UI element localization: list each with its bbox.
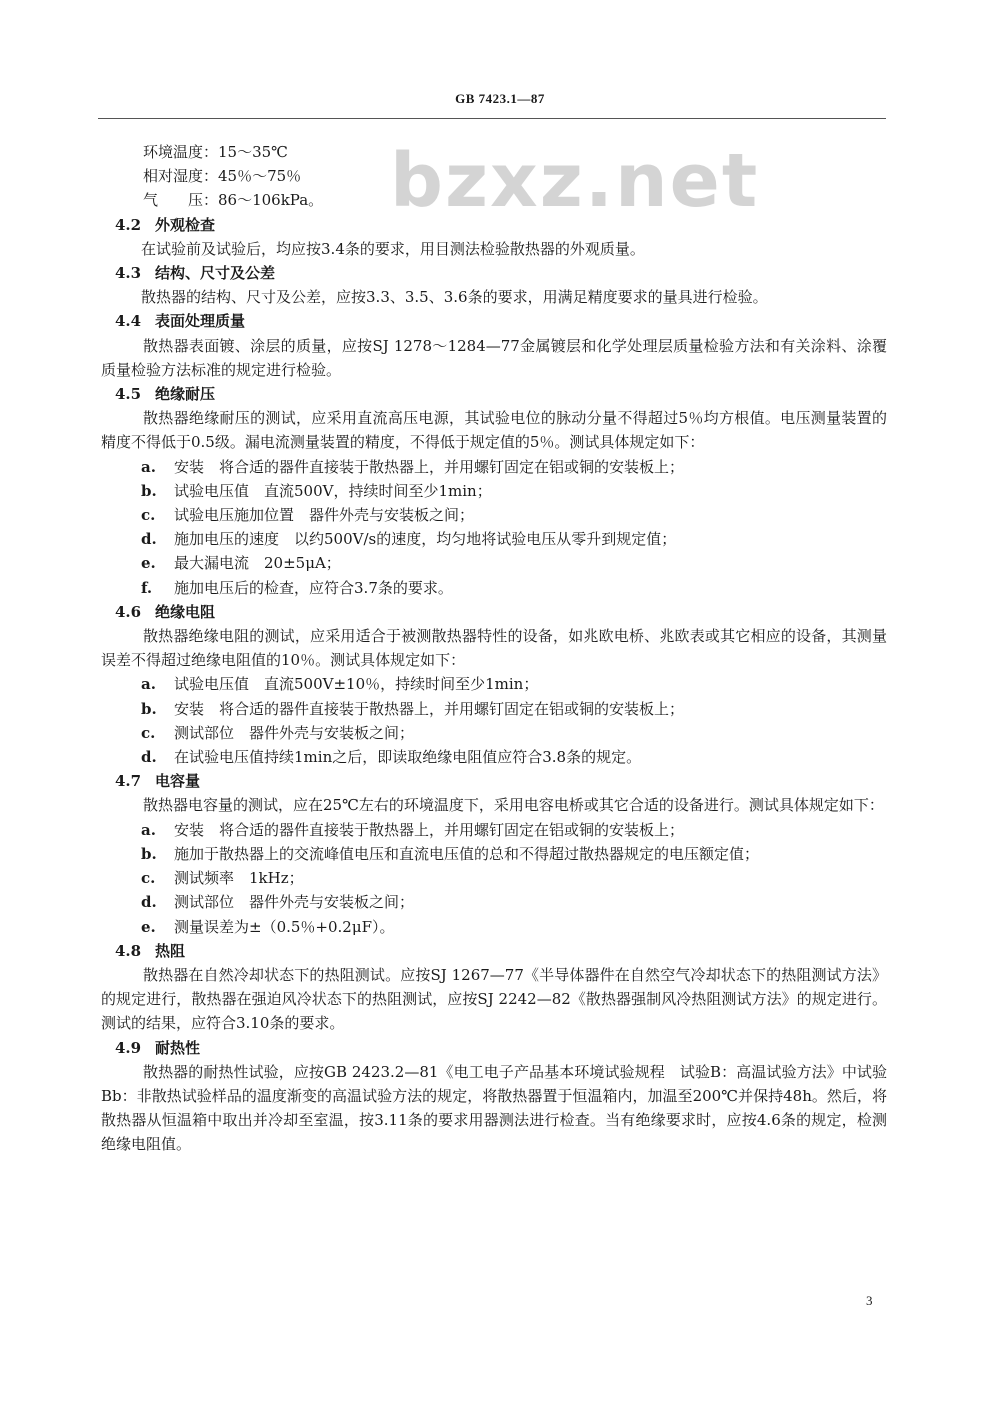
list-text: 施加电压的速度 以约500V/s的速度，均匀地将试验电压从零升到规定值； xyxy=(174,530,677,549)
list-label: a. xyxy=(141,820,156,839)
list-label: b. xyxy=(141,699,157,718)
list-item xyxy=(101,576,887,600)
list-item xyxy=(101,915,887,939)
list-label: b. xyxy=(141,844,157,863)
section-number: 4.2 xyxy=(115,215,142,234)
list-item xyxy=(101,890,887,914)
list-text: 安装 将合适的器件直接装于散热器上，并用螺钉固定在铝或铜的安装板上； xyxy=(174,820,685,839)
section-number: 4.3 xyxy=(115,264,142,283)
list-text: 试验电压值 直流500V，持续时间至少1min； xyxy=(174,481,492,500)
section-text: 散热器的结构、尺寸及公差，应按3.3、3.5、3.6条的要求，用满足精度要求的量具进行检验。 xyxy=(141,288,768,307)
list-item xyxy=(101,455,887,479)
list-label: f. xyxy=(141,578,153,597)
list-label: c. xyxy=(141,869,156,888)
list-text: 试验电压值 直流500V±10％，持续时间至少1min； xyxy=(174,675,539,694)
list-label: a. xyxy=(141,457,156,476)
env-humidity: 相对湿度：45％～75％ xyxy=(143,167,302,186)
section-text: 散热器绝缘电阻的测试，应采用适合于被测散热器特性的设备，如兆欧电桥、兆欧表或其它相应的设备，其测量误差不得超过绝缘电阻值的10％。测试具体规定如下： xyxy=(101,627,887,670)
list-label: a. xyxy=(141,675,156,694)
list-text: 安装 将合适的器件直接装于散热器上，并用螺钉固定在铝或铜的安装板上； xyxy=(174,699,685,718)
section-title: 耐热性 xyxy=(155,1038,201,1057)
section-number: 4.9 xyxy=(115,1038,142,1057)
list-text: 测试部位 器件外壳与安装板之间； xyxy=(174,893,415,912)
section-text: 散热器在自然冷却状态下的热阻测试。应按SJ 1267—77《半导体器件在自然空气冷却状态下的热阻测试方法》的规定进行，散热器在强迫风冷状态下的热阻测试，应按SJ 2242—82《散热器强制风冷热阻测试方法》的规定进行。测试的结果，应符合3.10条的要求。 xyxy=(101,965,887,1033)
section-title: 表面处理质量 xyxy=(155,312,246,331)
list-label: d. xyxy=(141,530,157,549)
section-heading xyxy=(101,1036,887,1060)
list-text: 测量误差为±（0.5％+0.2μF）。 xyxy=(174,917,395,936)
env-temperature: 环境温度：15～35℃ xyxy=(143,143,288,161)
section-title: 绝缘耐压 xyxy=(155,385,216,404)
list-text: 在试验电压值持续1min之后，即读取绝缘电阻值应符合3.8条的规定。 xyxy=(174,748,642,767)
section-text: 散热器的耐热性试验，应按GB 2423.2—81《电工电子产品基本环境试验规程 试验B：高温试验方法》中试验Bb：非散热试验样品的温度渐变的高温试验方法的规定，将散热器置于恒温箱内，加温至200℃并保持48h。然后，将散热器从恒温箱中取出并冷却至室温，按3.11条的要求用器测法进行检查。当有绝缘要求时，应按4.6条的规定，检测绝缘电阻值。 xyxy=(101,1062,887,1154)
section-heading xyxy=(101,213,887,237)
section-title: 电容量 xyxy=(155,772,201,791)
section-text: 散热器电容量的测试，应在25℃左右的环境温度下，采用电容电桥或其它合适的设备进行。测试具体规定如下： xyxy=(143,796,884,815)
section-heading xyxy=(101,309,887,333)
list-text: 安装 将合适的器件直接装于散热器上，并用螺钉固定在铝或铜的安装板上； xyxy=(174,457,685,476)
list-item xyxy=(101,842,887,866)
list-label: d. xyxy=(141,893,157,912)
section-title: 热阻 xyxy=(155,941,186,960)
list-label: d. xyxy=(141,748,157,767)
watermark: bzxz.net xyxy=(390,138,760,224)
list-item xyxy=(101,551,887,575)
list-text: 测试频率 1kHz； xyxy=(174,869,304,888)
list-item xyxy=(101,697,887,721)
list-text: 试验电压施加位置 器件外壳与安装板之间； xyxy=(174,506,475,525)
list-item xyxy=(101,745,887,769)
env-pressure: 气 压：86～106kPa。 xyxy=(143,191,324,210)
section-text: 散热器绝缘耐压的测试，应采用直流高压电源，其试验电位的脉动分量不得超过5％均方根值。电压测量装置的精度不得低于0.5级。漏电流测量装置的精度，不得低于规定值的5％。测试具体规定如下： xyxy=(101,409,887,452)
section-heading xyxy=(101,382,887,406)
section-number: 4.6 xyxy=(115,602,142,621)
section-heading xyxy=(101,939,887,963)
section-heading xyxy=(101,769,887,793)
section-number: 4.8 xyxy=(115,941,142,960)
section-number: 4.5 xyxy=(115,385,142,404)
list-item xyxy=(101,503,887,527)
list-item xyxy=(101,721,887,745)
list-label: e. xyxy=(141,554,156,573)
list-item xyxy=(101,866,887,890)
section-title: 外观检查 xyxy=(155,215,216,234)
section-text: 散热器表面镀、涂层的质量，应按SJ 1278～1284—77金属镀层和化学处理层质量检验方法和有关涂料、涂覆质量检验方法标准的规定进行检验。 xyxy=(101,336,887,379)
list-label: e. xyxy=(141,917,156,936)
section-title: 绝缘电阻 xyxy=(155,602,216,621)
list-item xyxy=(101,818,887,842)
section-title: 结构、尺寸及公差 xyxy=(155,264,276,283)
section-number: 4.4 xyxy=(115,312,142,331)
page-number: 3 xyxy=(866,1293,873,1308)
page-header: GB 7423.1—87 xyxy=(455,91,545,106)
list-label: c. xyxy=(141,723,156,742)
list-text: 最大漏电流 20±5μA； xyxy=(174,554,341,573)
list-item xyxy=(101,672,887,696)
list-text: 测试部位 器件外壳与安装板之间； xyxy=(174,723,415,742)
section-heading xyxy=(101,600,887,624)
list-label: c. xyxy=(141,506,156,525)
section-text: 在试验前及试验后，均应按3.4条的要求，用目测法检验散热器的外观质量。 xyxy=(141,239,645,258)
list-text: 施加电压后的检查，应符合3.7条的要求。 xyxy=(174,578,453,597)
list-text: 施加于散热器上的交流峰值电压和直流电压值的总和不得超过散热器规定的电压额定值； xyxy=(174,844,760,863)
document-body xyxy=(101,140,887,1157)
header-rule xyxy=(98,118,886,119)
list-item xyxy=(101,479,887,503)
list-label: b. xyxy=(141,481,157,500)
section-heading xyxy=(101,261,887,285)
list-item xyxy=(101,527,887,551)
section-number: 4.7 xyxy=(115,772,142,791)
